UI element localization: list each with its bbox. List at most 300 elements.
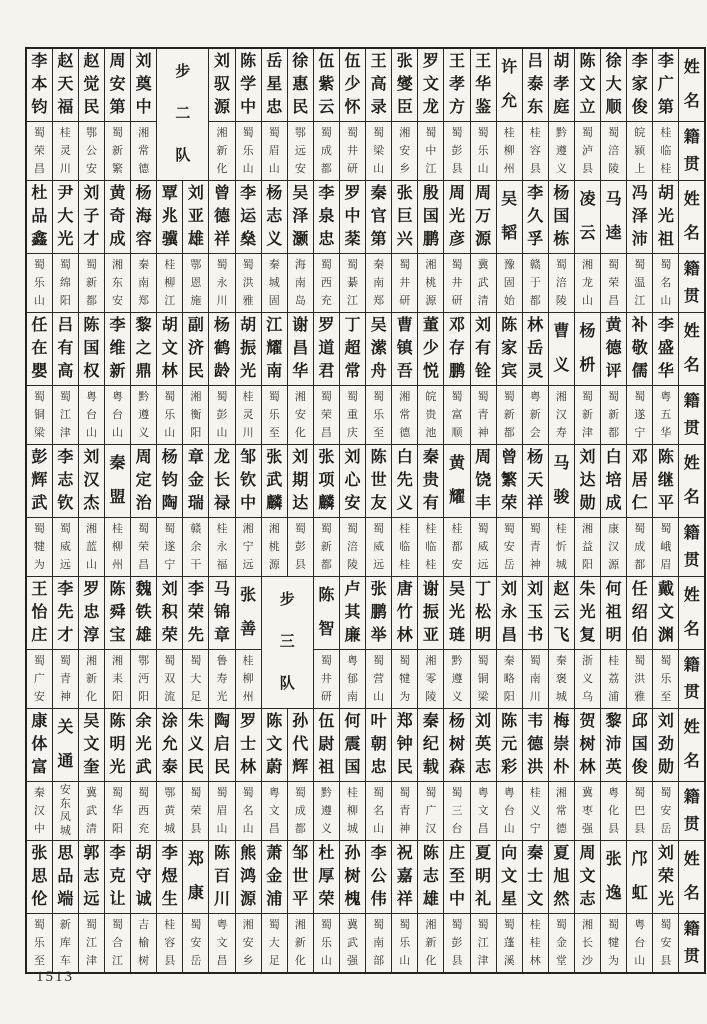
name-cell: 谢 昌 华: [287, 313, 313, 386]
origin-cell: 湘 零 陵: [418, 650, 444, 709]
origin-cell: 蜀 眉 山: [209, 782, 235, 841]
origin-cell: 湘 东 安: [104, 254, 130, 313]
name-cell: 庄 至 中: [444, 841, 470, 914]
origin-cell: 海 南 岛: [287, 254, 313, 313]
origin-cell: 粤 新 会: [522, 386, 548, 445]
name-cell: 周 定 治: [131, 445, 157, 518]
col-header-name: 姓 名: [679, 841, 705, 914]
name-cell: 丁 超 常: [339, 313, 365, 386]
origin-cell: 蜀 荣 县: [183, 782, 209, 841]
origin-cell: 湘 安 乡: [392, 122, 418, 181]
name-cell: 秦 纪 载: [418, 709, 444, 782]
name-cell: 吕 有 高: [52, 313, 78, 386]
origin-cell: 蜀 巴 县: [627, 782, 653, 841]
origin-cell: 湘 汉 寿: [548, 386, 574, 445]
origin-cell: 湘 常 德: [548, 782, 574, 841]
name-cell: 补 敬 儒: [627, 313, 653, 386]
origin-cell: 桂 桂 林: [522, 914, 548, 974]
name-cell: 陈 世 友: [366, 445, 392, 518]
name-cell: 胡 守 诚: [131, 841, 157, 914]
origin-cell: 蜀 江 津: [52, 386, 78, 445]
name-cell: 张 善: [235, 577, 261, 650]
col-header-name: 姓 名: [679, 445, 705, 518]
band-1-origin-row: [26, 122, 705, 181]
name-cell: 李 家 俊: [627, 48, 653, 122]
origin-cell: 湘 常 德: [131, 122, 157, 181]
origin-cell: 赣 余 干: [183, 518, 209, 577]
name-cell: 杜 品 鑫: [26, 181, 52, 254]
origin-cell: 湘 耒 阳: [104, 650, 130, 709]
origin-cell: 蜀 大 足: [183, 650, 209, 709]
origin-cell: 鄂 公 安: [78, 122, 104, 181]
name-cell: 刘 玉 书: [522, 577, 548, 650]
name-cell: 谢 振 亚: [418, 577, 444, 650]
name-cell: 覃 兆 骥: [157, 181, 183, 254]
origin-cell: 蜀 荣 昌: [26, 122, 52, 181]
name-cell: 杨 海 容: [131, 181, 157, 254]
name-cell: 张 武 麟: [261, 445, 287, 518]
name-cell: 张 项 麟: [313, 445, 339, 518]
name-cell: 凌 云: [574, 181, 600, 254]
name-cell: 陈 文 蔚: [261, 709, 287, 782]
name-cell: 郭 志 远: [78, 841, 104, 914]
origin-cell: 粤 五 华: [653, 386, 679, 445]
origin-cell: 蜀 安 岳: [496, 518, 522, 577]
origin-cell: 皖 贵 池: [418, 386, 444, 445]
col-header-name: 姓 名: [679, 709, 705, 782]
origin-cell: 冀 枣 强: [574, 782, 600, 841]
band-6-origin-row: [26, 782, 705, 841]
origin-cell: 桂 容 县: [522, 122, 548, 181]
band-5-name-row: [26, 577, 705, 650]
name-cell: 邹 钦 中: [235, 445, 261, 518]
origin-cell: 蜀 乐 山: [313, 914, 339, 974]
name-cell: 萧 金 浦: [261, 841, 287, 914]
origin-cell: 蜀 荣 昌: [313, 386, 339, 445]
name-cell: 徐 惠 民: [287, 48, 313, 122]
name-cell: 孙 树 槐: [339, 841, 365, 914]
name-cell: 周 饶 丰: [470, 445, 496, 518]
name-cell: 李 运 燊: [235, 181, 261, 254]
name-cell: 吕 泰 东: [522, 48, 548, 122]
col-header-name: 姓 名: [679, 181, 705, 254]
name-cell: 刘 达 勋: [574, 445, 600, 518]
name-cell: 白 培 成: [601, 445, 627, 518]
name-cell: 刘 汉 杰: [78, 445, 104, 518]
origin-cell: 蜀 永 川: [209, 254, 235, 313]
name-cell: 魏 铁 雄: [131, 577, 157, 650]
origin-cell: 蜀 铜 梁: [470, 650, 496, 709]
col-header-origin: 籍 贯: [679, 518, 705, 577]
origin-cell: 安 东 凤 城: [52, 782, 78, 841]
name-cell: 张 逸: [601, 841, 627, 914]
origin-cell: 蜀 荣 昌: [601, 254, 627, 313]
name-cell: 李 克 让: [104, 841, 130, 914]
origin-cell: 蜀 江 津: [470, 914, 496, 974]
name-cell: 殷 国 鹏: [418, 181, 444, 254]
name-cell: 林 岳 灵: [522, 313, 548, 386]
name-cell: 刘 英 志: [470, 709, 496, 782]
origin-cell: 湘 新 化: [209, 122, 235, 181]
name-cell: 韦 德 洪: [522, 709, 548, 782]
name-cell: 郑 钟 民: [392, 709, 418, 782]
name-cell: 刘 有 铨: [470, 313, 496, 386]
origin-cell: 蜀 安 县: [653, 914, 679, 974]
name-cell: 曾 德 祥: [209, 181, 235, 254]
name-cell: 马 骏: [548, 445, 574, 518]
name-cell: 陈 家 宾: [496, 313, 522, 386]
name-cell: 周 安 第: [104, 48, 130, 122]
name-cell: 罗 文 龙: [418, 48, 444, 122]
origin-cell: 蜀 犍 为: [392, 650, 418, 709]
name-cell: 冯 泽 沛: [627, 181, 653, 254]
name-cell: 贺 树 林: [574, 709, 600, 782]
origin-cell: 蜀 乐 山: [157, 386, 183, 445]
origin-cell: 浙 义 乌: [574, 650, 600, 709]
origin-cell: 康 汉 源: [601, 518, 627, 577]
origin-cell: 蜀 井 研: [313, 650, 339, 709]
name-cell: 曹 镇 吾: [392, 313, 418, 386]
origin-cell: 湘 安 乡: [235, 914, 261, 974]
name-cell: 夏 明 礼: [470, 841, 496, 914]
origin-cell: 蜀 新 都: [78, 254, 104, 313]
name-cell: 朱 光 复: [574, 577, 600, 650]
name-cell: 向 文 星: [496, 841, 522, 914]
name-cell: 陈 学 中: [235, 48, 261, 122]
origin-cell: 蜀 成 都: [287, 782, 313, 841]
name-cell: 陈 百 川: [209, 841, 235, 914]
name-cell: 李 煜 生: [157, 841, 183, 914]
origin-cell: 湘 安 化: [287, 386, 313, 445]
name-cell: 杨 枡: [574, 313, 600, 386]
origin-cell: 蜀 彭 县: [444, 914, 470, 974]
origin-cell: 湘 新 化: [287, 914, 313, 974]
origin-cell: 蜀 青 神: [52, 650, 78, 709]
origin-cell: 蜀 洪 雅: [235, 254, 261, 313]
name-cell: 刘 期 达: [287, 445, 313, 518]
name-cell: 董 少 悦: [418, 313, 444, 386]
name-cell: 王 怡 庄: [26, 577, 52, 650]
name-cell: 杨 鹤 龄: [209, 313, 235, 386]
name-cell: 刘 心 安: [339, 445, 365, 518]
roster-table-body: [26, 48, 705, 973]
origin-cell: 湘 桃 源: [261, 518, 287, 577]
name-cell: 陈 文 立: [574, 48, 600, 122]
origin-cell: 蜀 青 神: [392, 782, 418, 841]
origin-cell: 粤 台 山: [496, 782, 522, 841]
origin-cell: 秦 汉 中: [26, 782, 52, 841]
origin-cell: 蜀 蓬 溪: [496, 914, 522, 974]
band-4-name-row: [26, 445, 705, 518]
origin-cell: 蜀 大 足: [261, 914, 287, 974]
origin-cell: 桂 灵 川: [235, 386, 261, 445]
origin-cell: 蜀 南 川: [522, 650, 548, 709]
name-cell: 吴 泽 灏: [287, 181, 313, 254]
name-cell: 朱 义 民: [183, 709, 209, 782]
origin-cell: 湘 蓝 山: [78, 518, 104, 577]
origin-cell: 蜀 乐 至: [653, 650, 679, 709]
origin-cell: 黔 遵 义: [313, 782, 339, 841]
name-cell: 夏 旭 然: [548, 841, 574, 914]
origin-cell: 蜀 乐 至: [366, 386, 392, 445]
name-cell: 张 巨 兴: [392, 181, 418, 254]
name-cell: 胡 孝 庭: [548, 48, 574, 122]
origin-cell: 蜀 井 研: [392, 254, 418, 313]
origin-cell: 秦 城 固: [261, 254, 287, 313]
name-cell: 黄 耀: [444, 445, 470, 518]
origin-cell: 粤 文 昌: [209, 914, 235, 974]
origin-cell: 蜀 安 岳: [653, 782, 679, 841]
origin-cell: 蜀 华 阳: [104, 782, 130, 841]
col-header-name: 姓 名: [679, 48, 705, 122]
origin-cell: 蜀 乐 山: [470, 122, 496, 181]
origin-cell: 桂 柳 州: [104, 518, 130, 577]
name-cell: 周 万 源: [470, 181, 496, 254]
name-cell: 章 金 瑞: [183, 445, 209, 518]
origin-cell: 鄂 恩 施: [183, 254, 209, 313]
origin-cell: 新 库 车: [52, 914, 78, 974]
name-cell: 马 锦 章: [209, 577, 235, 650]
origin-cell: 湘 龙 山: [574, 254, 600, 313]
name-cell: 黎 之 鼎: [131, 313, 157, 386]
origin-cell: 蜀 新 都: [601, 386, 627, 445]
band-3-origin-row: [26, 386, 705, 445]
origin-cell: 粤 台 山: [627, 914, 653, 974]
origin-cell: 蜀 威 远: [366, 518, 392, 577]
name-cell: 杨 钧 陶: [157, 445, 183, 518]
origin-cell: 蜀 铜 梁: [26, 386, 52, 445]
name-cell: 余 光 武: [131, 709, 157, 782]
origin-cell: 蜀 青 神: [522, 518, 548, 577]
name-cell: 李 本 钧: [26, 48, 52, 122]
name-cell: 副 济 民: [183, 313, 209, 386]
name-cell: 孙 代 辉: [287, 709, 313, 782]
name-cell: 张 燮 臣: [392, 48, 418, 122]
origin-cell: 湘 新 化: [418, 914, 444, 974]
name-cell: 胡 光 祖: [653, 181, 679, 254]
origin-cell: 桂 临 桂: [418, 518, 444, 577]
origin-cell: 蜀 綦 江: [339, 254, 365, 313]
name-cell: 杨 国 栋: [548, 181, 574, 254]
origin-cell: 蜀 荣 昌: [131, 518, 157, 577]
name-cell: 吴 潆 舟: [366, 313, 392, 386]
origin-cell: 蜀 乐 山: [392, 914, 418, 974]
name-cell: 伍 少 怀: [339, 48, 365, 122]
band-6-name-row: [26, 709, 705, 782]
col-header-origin: 籍 贯: [679, 386, 705, 445]
origin-cell: 皖 颍 上: [627, 122, 653, 181]
name-cell: 陈 元 彩: [496, 709, 522, 782]
name-cell: 刘 积 荣: [157, 577, 183, 650]
name-cell: 邝 虹: [627, 841, 653, 914]
origin-cell: 湘 长 沙: [574, 914, 600, 974]
name-cell: 王 孝 方: [444, 48, 470, 122]
origin-cell: 冀 武 清: [78, 782, 104, 841]
origin-cell: 蜀 井 研: [444, 254, 470, 313]
origin-cell: 蜀 青 神: [470, 386, 496, 445]
squad-label: 步 二 队: [157, 48, 209, 181]
name-cell: 杨 志 义: [261, 181, 287, 254]
origin-cell: 蜀 双 流: [157, 650, 183, 709]
name-cell: 康 体 富: [26, 709, 52, 782]
origin-cell: 蜀 乐 山: [26, 254, 52, 313]
roster-table: [25, 47, 706, 974]
origin-cell: 桂 柳 城: [339, 782, 365, 841]
name-cell: 李 泉 忠: [313, 181, 339, 254]
origin-cell: 桂 临 桂: [653, 122, 679, 181]
name-cell: 赵 云 飞: [548, 577, 574, 650]
name-cell: 邹 世 平: [287, 841, 313, 914]
name-cell: 罗 道 君: [313, 313, 339, 386]
origin-cell: 蜀 峨 眉: [653, 518, 679, 577]
name-cell: 徐 大 顺: [601, 48, 627, 122]
name-cell: 陈 舜 宝: [104, 577, 130, 650]
origin-cell: 蜀 名 山: [653, 254, 679, 313]
name-cell: 何 祖 明: [601, 577, 627, 650]
origin-cell: 桂 柳 江: [157, 254, 183, 313]
page-number: 1513: [36, 969, 74, 985]
band-2-origin-row: [26, 254, 705, 313]
origin-cell: 蜀 西 充: [131, 782, 157, 841]
name-cell: 刘 驭 源: [209, 48, 235, 122]
name-cell: 陈 智: [313, 577, 339, 650]
name-cell: 张 思 伦: [26, 841, 52, 914]
band-7-name-row: [26, 841, 705, 914]
origin-cell: 桂 容 县: [157, 914, 183, 974]
name-cell: 胡 振 光: [235, 313, 261, 386]
origin-cell: 蜀 金 堂: [548, 914, 574, 974]
name-cell: 任 在 嬰: [26, 313, 52, 386]
name-cell: 胡 文 林: [157, 313, 183, 386]
name-cell: 邓 存 鹏: [444, 313, 470, 386]
origin-cell: 蜀 威 远: [52, 518, 78, 577]
name-cell: 刘 永 昌: [496, 577, 522, 650]
origin-cell: 桂 义 宁: [522, 782, 548, 841]
name-cell: 秦 盟: [104, 445, 130, 518]
origin-cell: 蜀 遂 宁: [157, 518, 183, 577]
name-cell: 陈 国 权: [78, 313, 104, 386]
name-cell: 任 绍 伯: [627, 577, 653, 650]
name-cell: 周 光 彦: [444, 181, 470, 254]
name-cell: 涂 允 泰: [157, 709, 183, 782]
origin-cell: 蜀 遂 宁: [627, 386, 653, 445]
origin-cell: 蜀 彭 山: [209, 386, 235, 445]
name-cell: 叶 朝 忠: [366, 709, 392, 782]
origin-cell: 鄂 沔 阳: [131, 650, 157, 709]
name-cell: 罗 士 林: [235, 709, 261, 782]
band-1-name-row: [26, 48, 705, 122]
name-cell: 刘 亚 雄: [183, 181, 209, 254]
origin-cell: 桂 忻 城: [548, 518, 574, 577]
name-cell: 祝 嘉 祥: [392, 841, 418, 914]
name-cell: 赵 天 福: [52, 48, 78, 122]
name-cell: 卢 其 廉: [339, 577, 365, 650]
name-cell: 吴 韬: [496, 181, 522, 254]
origin-cell: 蜀 涪 陵: [548, 254, 574, 313]
origin-cell: 蜀 广 汉: [418, 782, 444, 841]
name-cell: 陈 志 雄: [418, 841, 444, 914]
name-cell: 刘 荣 光: [653, 841, 679, 914]
name-cell: 王 华 鉴: [470, 48, 496, 122]
origin-cell: 桂 永 福: [209, 518, 235, 577]
col-header-name: 姓 名: [679, 577, 705, 650]
origin-cell: 赣 于 都: [522, 254, 548, 313]
name-cell: 陈 继 平: [653, 445, 679, 518]
origin-cell: 蜀 乐 山: [235, 122, 261, 181]
squad-label: 步 三 队: [261, 577, 313, 709]
origin-cell: 湘 新 化: [78, 650, 104, 709]
name-cell: 邱 国 俊: [627, 709, 653, 782]
origin-cell: 冀 武 强: [339, 914, 365, 974]
origin-cell: 蜀 新 繁: [104, 122, 130, 181]
origin-cell: 黔 遵 义: [548, 122, 574, 181]
name-cell: 邓 居 仁: [627, 445, 653, 518]
origin-cell: 秦 南 郑: [131, 254, 157, 313]
origin-cell: 蜀 合 江: [104, 914, 130, 974]
origin-cell: 桂 柳 州: [496, 122, 522, 181]
name-cell: 刘 劲 勋: [653, 709, 679, 782]
name-cell: 李 荣 先: [183, 577, 209, 650]
name-cell: 李 维 新: [104, 313, 130, 386]
origin-cell: 蜀 营 山: [366, 650, 392, 709]
col-header-origin: 籍 贯: [679, 650, 705, 709]
origin-cell: 蜀 乐 至: [261, 386, 287, 445]
name-cell: 白 先 义: [392, 445, 418, 518]
origin-cell: 蜀 温 江: [627, 254, 653, 313]
origin-cell: 粤 台 山: [78, 386, 104, 445]
origin-cell: 蜀 新 都: [313, 518, 339, 577]
name-cell: 罗 忠 淳: [78, 577, 104, 650]
name-cell: 李 先 才: [52, 577, 78, 650]
origin-cell: 桂 都 安: [444, 518, 470, 577]
origin-cell: 吉 榆 树: [131, 914, 157, 974]
col-header-name: 姓 名: [679, 313, 705, 386]
col-header-origin: 籍 贯: [679, 254, 705, 313]
origin-cell: 豫 固 始: [496, 254, 522, 313]
origin-cell: 桂 柳 州: [235, 650, 261, 709]
name-cell: 周 文 志: [574, 841, 600, 914]
band-7-origin-row: [26, 914, 705, 974]
origin-cell: 粤 郁 南: [339, 650, 365, 709]
name-cell: 秦 士 文: [522, 841, 548, 914]
name-cell: 何 震 国: [339, 709, 365, 782]
origin-cell: 蜀 犍 为: [601, 914, 627, 974]
origin-cell: 蜀 眉 山: [261, 122, 287, 181]
name-cell: 龙 长 禄: [209, 445, 235, 518]
name-cell: 尹 大 光: [52, 181, 78, 254]
origin-cell: 黔 遵 义: [444, 650, 470, 709]
name-cell: 梅 崇 朴: [548, 709, 574, 782]
name-cell: 赵 觉 民: [78, 48, 104, 122]
origin-cell: 蜀 南 部: [366, 914, 392, 974]
origin-cell: 蜀 名 山: [366, 782, 392, 841]
band-3-name-row: [26, 313, 705, 386]
name-cell: 杜 厚 荣: [313, 841, 339, 914]
origin-cell: 蜀 绵 阳: [52, 254, 78, 313]
origin-cell: 蜀 彭 县: [444, 122, 470, 181]
name-cell: 杨 天 祥: [522, 445, 548, 518]
origin-cell: 湘 宁 远: [235, 518, 261, 577]
name-cell: 彭 辉 武: [26, 445, 52, 518]
origin-cell: 蜀 重 庆: [339, 386, 365, 445]
band-2-name-row: [26, 181, 705, 254]
name-cell: 江 耀 南: [261, 313, 287, 386]
col-header-origin: 籍 贯: [679, 914, 705, 974]
origin-cell: 湘 桃 源: [418, 254, 444, 313]
origin-cell: 蜀 成 都: [627, 518, 653, 577]
origin-cell: 桂 灵 川: [52, 122, 78, 181]
origin-cell: 蜀 洪 雅: [627, 650, 653, 709]
